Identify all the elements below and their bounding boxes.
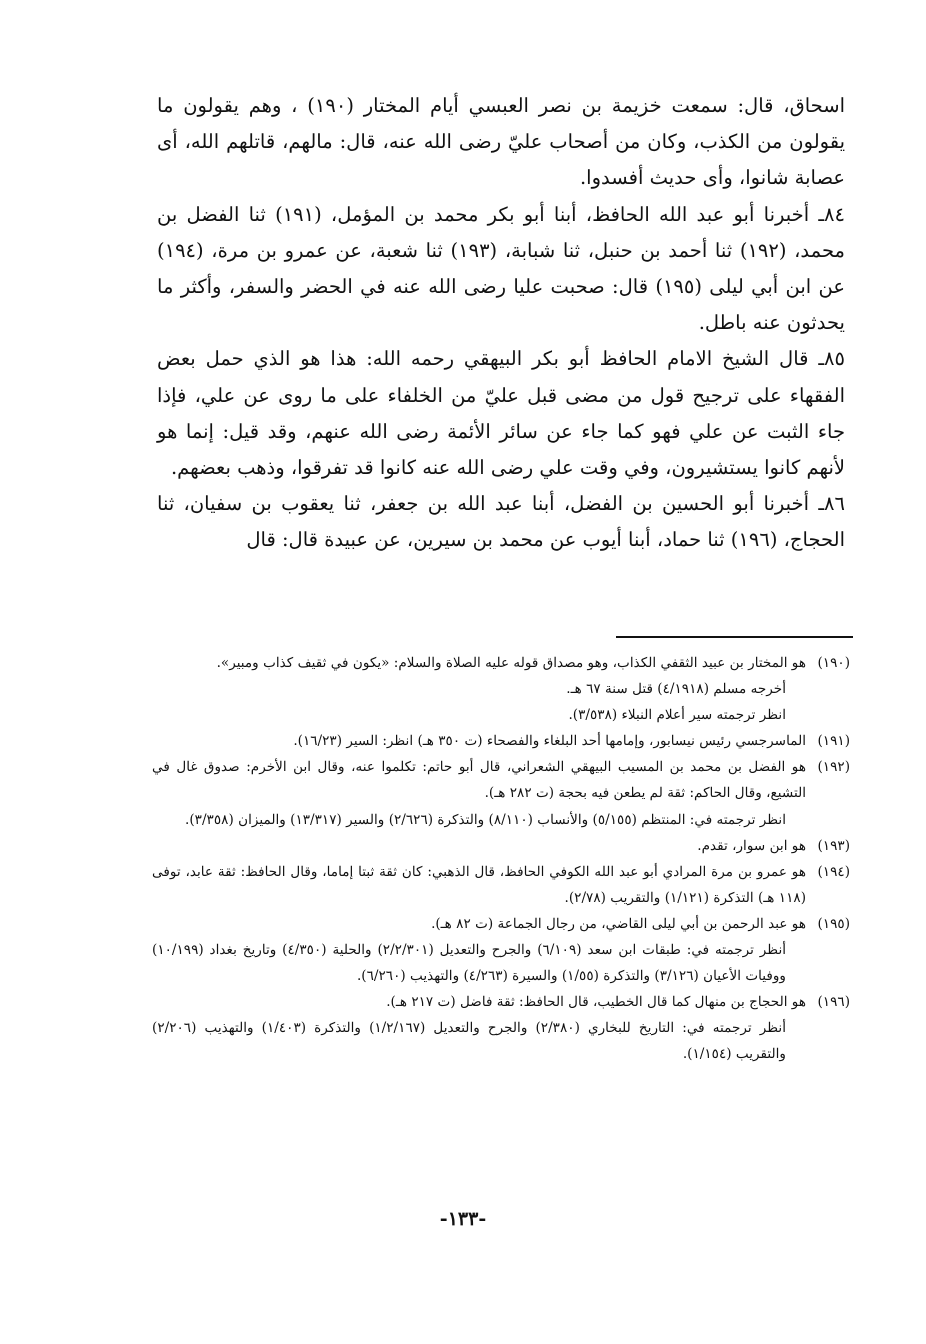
footnote-line: هو عمرو بن مرة المرادي أبو عبد الله الكوفي الحافظ، قال الذهبي: كان ثقة ثبتا إماما، وقال الحافظ: ثقة عابد، توفى (١١٨ هـ) التذكرة (١/١٢١) والتقريب (٢/٧٨). (152, 863, 806, 906)
footnote-195 (152, 911, 850, 989)
footnote-line: هو ابن سوار، تقدم. (697, 837, 806, 854)
footnote-line: انظر ترجمته سير أعلام النبلاء (٣/٥٣٨). (568, 707, 786, 724)
footnote-number: (١٩٣) (817, 837, 850, 854)
footnote-number: (١٩١) (817, 733, 850, 750)
footnote-193 (152, 833, 850, 859)
footnote-line: هو الحجاج بن منهال كما قال الخطيب، قال الحافظ: ثقة فاضل (ت ٢١٧ هـ). (386, 994, 806, 1011)
footnote-number: (١٩٤) (817, 863, 850, 880)
footnote-body (152, 728, 806, 754)
footnote-line: هو عبد الرحمن بن أبي ليلى القاضي، من رجال الجماعة (ت ٨٢ هـ). (431, 915, 806, 932)
footnote-line: هو المختار بن عبيد الثقفي الكذاب، وهو مصداق قوله عليه الصلاة والسلام: «يكون في ثقيف كذاب ومبير». (216, 655, 806, 671)
main-text-block (157, 88, 845, 559)
footnote-line: أخرجه مسلم (٤/١٩١٨) قتل سنة ٦٧ هـ. (566, 681, 786, 698)
paragraph-86: ٨٦ـ أخبرنا أبو الحسين بن الفضل، أبنا عبد الله بن جعفر، ثنا يعقوب بن سفيان، ثنا الحجاج، (١٩٦) ثنا حماد، أبنا أيوب عن محمد بن سيرين، عن عبيدة قال: قال (157, 492, 845, 552)
paragraph-continuation: اسحاق، قال: سمعت خزيمة بن نصر العبسي أيام المختار (١٩٠) ، وهم يقولون ما يقولون من الكذب، وكان من أصحاب عليّ رضى الله عنه، قال: مالهم، قاتلهم الله، أى عصابة شانوا، وأى حديث أفسدوا. (157, 94, 845, 190)
footnote-192 (152, 754, 850, 832)
footnote-body (152, 754, 806, 832)
footnote-body (152, 989, 806, 1067)
page-number: -١٣٣- (439, 1208, 487, 1230)
paragraph-85: ٨٥ـ قال الشيخ الامام الحافظ أبو بكر البيهقي رحمه الله: هذا هو الذي حمل بعض الفقهاء على ترجيح قول من مضى قبل عليّ من الخلفاء على ما روى عن علي، فإذا جاء الثبت عن علي فهو كما جاء عن سائر الأئمة رضى الله عنهم، وقد قيل: إنما هو لأنهم كانوا يستشيرون، وفي وقت علي رضى الله عنه كانوا قد تفرقوا، وذهب بعضهم. (157, 347, 845, 480)
footnote-body (152, 650, 806, 728)
footnote-number: (١٩٢) (817, 759, 850, 776)
footnote-number: (١٩٥) (817, 915, 850, 932)
footnote-196 (152, 989, 850, 1067)
footnote-number: (١٩٦) (817, 994, 850, 1011)
paragraph-84: ٨٤ـ أخبرنا أبو عبد الله الحافظ، أبنا أبو بكر محمد بن المؤمل، (١٩١) ثنا الفضل بن محمد، (١٩٢) ثنا أحمد بن حنبل، ثنا شبابة، (١٩٣) ثنا شعبة، عن عمرو بن مرة، (١٩٤) عن ابن أبي ليلى (١٩٥) قال: صحبت عليا رضى الله عنه في الحضر والسفر، وأكثر ما يحدثون عنه باطل. (157, 202, 845, 335)
footnote-separator-rule (616, 636, 853, 638)
footnote-190 (152, 650, 850, 728)
footnote-line: انظر ترجمته في: المنتظم (٥/١٥٥) والأنساب (٨/١١٠) والتذكرة (٢/٦٢٦) والسير (١٣/٣١٧) والميزان (٣/٣٥٨). (185, 811, 786, 828)
footnote-line: أنظر ترجمته في: طبقات ابن سعد (٦/١٠٩) والجرح والتعديل (٢/٢/٣٠١) والحلية (٤/٣٥٠) وتاريخ بغداد (١٠/١٩٩) ووفيات الأعيان (٣/١٢٦) والتذكرة (١/٥٥) والسيرة (٤/٢٦٣) والتهذيب (٦/٢٦٠). (152, 942, 786, 985)
footnote-line: هو الفضل بن محمد بن المسيب البيهقي الشعراني، قال أبو حاتم: تكلموا عنه، وقال ابن الأخرم: صدوق غال في التشيع، وقال الحاكم: ثقة لم يطعن فيه بحجة (ت ٢٨٢ هـ). (152, 759, 806, 802)
footnote-line: أنظر ترجمته في: التاريخ للبخاري (٢/٣٨٠) والجرح والتعديل (١/٢/١٦٧) والتذكرة (١/٤٠٣) والتهذيب (٢/٢٠٦) والتقريب (١/١٥٤). (152, 1020, 786, 1063)
footnotes-section (152, 650, 850, 1068)
footnote-body (152, 833, 806, 859)
footnote-191 (152, 728, 850, 754)
footnote-194 (152, 859, 850, 911)
footnote-number: (١٩٠) (817, 655, 850, 671)
footnote-body (152, 911, 806, 989)
footnote-line: الماسرجسي رئيس نيسابور، وإمامها أحد البلغاء والفصحاء (ت ٣٥٠ هـ) انظر: السير (١٦/٢٣). (293, 733, 806, 750)
footnote-body (152, 859, 806, 911)
